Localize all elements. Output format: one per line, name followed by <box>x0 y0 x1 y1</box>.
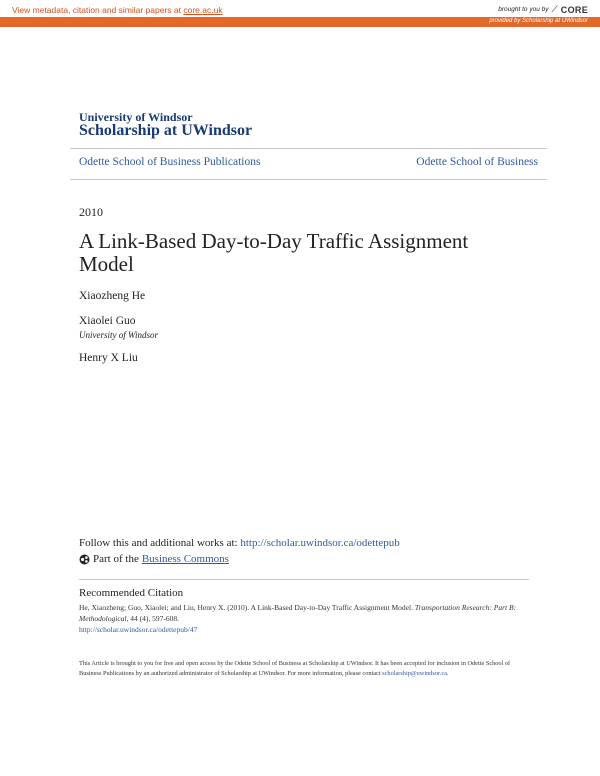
citation-journal: Transportation Research: Part B: Methodological <box>79 603 517 623</box>
notice-text: This Article is brought to you for free and open access by the Odette School of Business at Scholarship at UWindsor. It has been accepted for inclusion in Odette School of Business Publications by an authorized administrator of Scholarship at UWindsor. For more information, please contact <box>79 660 511 677</box>
notice-end: . <box>446 670 449 677</box>
bepress-network-icon <box>79 554 90 565</box>
follow-label: Follow this and additional works at: <box>79 537 238 549</box>
access-notice <box>79 659 529 679</box>
university-name[interactable]: University of Windsor <box>79 110 193 124</box>
provided-by-text: provided by Scholarship at UWindsor <box>489 18 588 24</box>
core-logo[interactable]: CORE <box>560 4 588 15</box>
divider-citation <box>79 579 529 580</box>
part-of-label: Part of the <box>93 553 139 565</box>
breadcrumb-school[interactable]: Odette School of Business <box>416 156 538 168</box>
divider-top <box>70 148 547 149</box>
divider-bottom <box>70 179 547 180</box>
citation-block <box>79 602 529 635</box>
business-commons-link[interactable]: Business Commons <box>141 553 229 565</box>
core-brought-by <box>498 4 588 15</box>
contact-email-link[interactable]: scholarship@uwindsor.ca <box>382 670 447 677</box>
publication-year: 2010 <box>79 205 103 219</box>
provided-by-strip <box>0 17 600 27</box>
core-metadata-label: View metadata, citation and similar papers at <box>12 5 181 15</box>
article-title: A Link-Based Day-to-Day Traffic Assignment Model <box>79 229 469 276</box>
core-metadata-text <box>12 5 223 15</box>
author-name: Henry X Liu <box>79 352 138 364</box>
part-of-line <box>79 553 229 565</box>
repository-name[interactable]: Scholarship at UWindsor <box>79 122 253 139</box>
follow-link[interactable]: http://scholar.uwindsor.ca/odettepub <box>240 537 400 549</box>
citation-volume: , 44 (4), 597-608. <box>126 614 179 623</box>
author-name: Xiaozheng He <box>79 290 146 302</box>
author-affiliation: University of Windsor <box>79 330 158 340</box>
core-link[interactable]: core.ac.uk <box>183 5 223 15</box>
core-logo-icon: ⟋ <box>551 4 558 14</box>
citation-url[interactable]: http://scholar.uwindsor.ca/odettepub/47 <box>79 625 198 634</box>
recommended-citation-heading: Recommended Citation <box>79 587 184 599</box>
author-name: Xiaolei Guo <box>79 315 136 327</box>
breadcrumb-collection[interactable]: Odette School of Business Publications <box>79 156 261 168</box>
brought-by-label: brought to you by <box>498 6 549 13</box>
citation-text: He, Xiaozheng; Guo, Xiaolei; and Liu, Henry X. (2010). A Link-Based Day-to-Day Traffic Assignment Model. <box>79 603 413 612</box>
follow-works <box>79 537 400 549</box>
